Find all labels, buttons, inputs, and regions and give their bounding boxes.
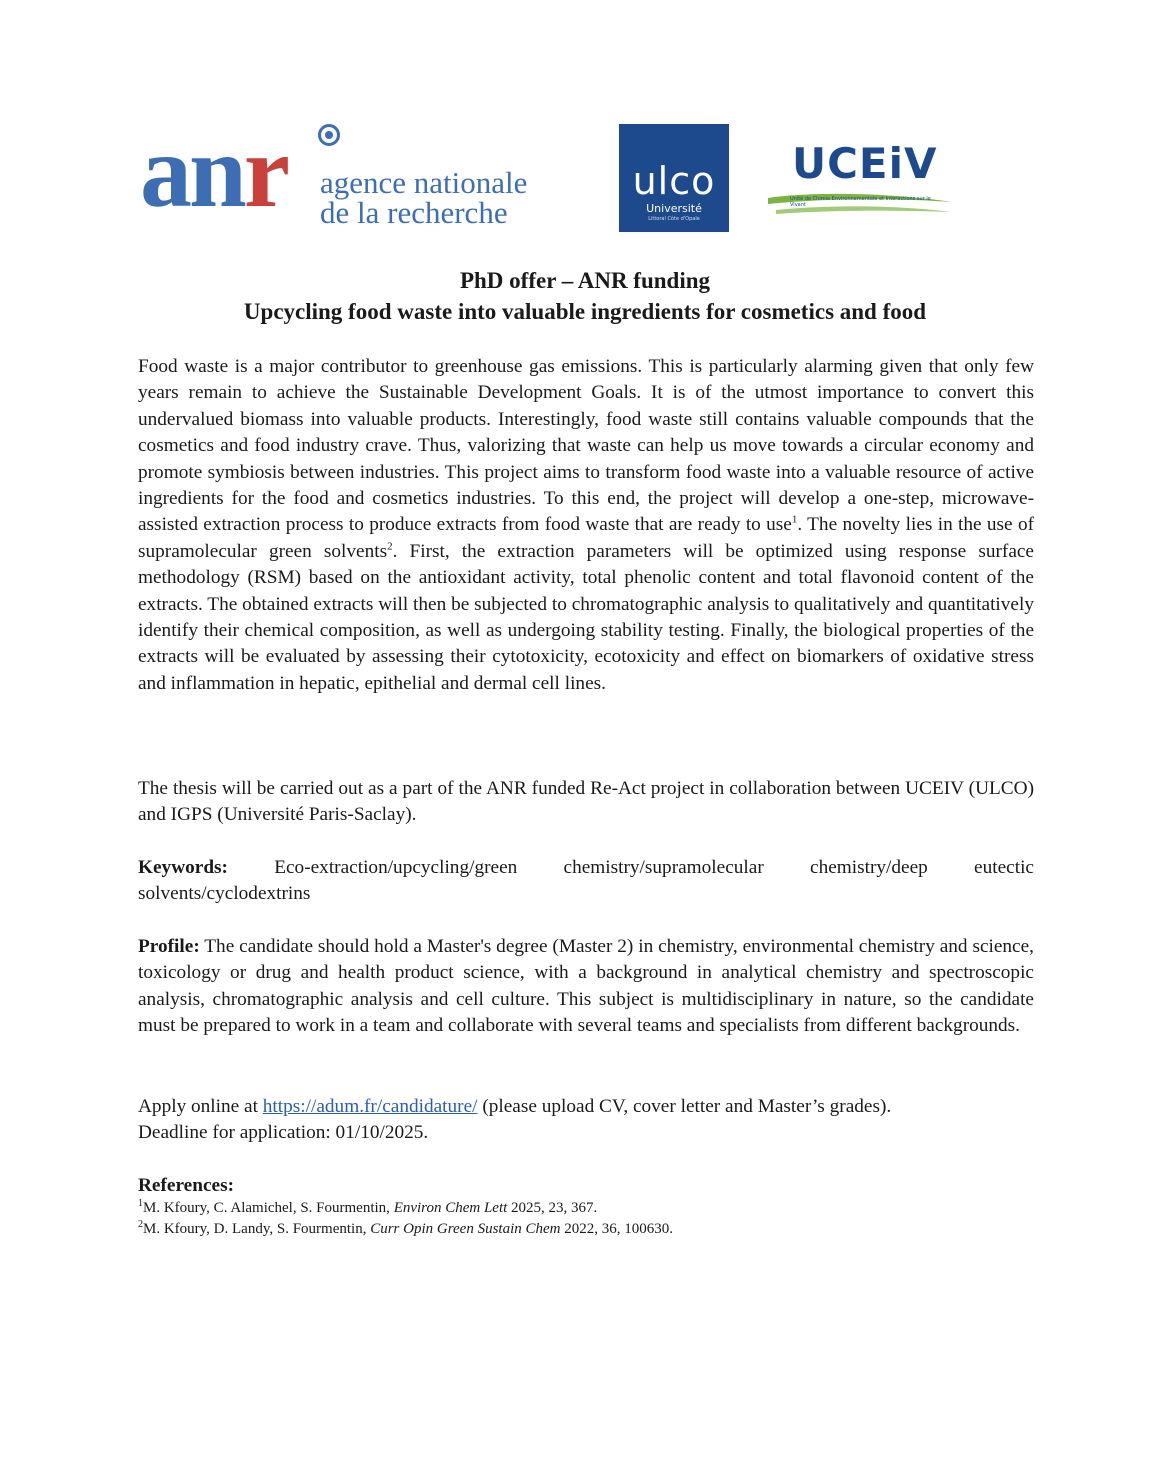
- reference-item: $^2$M. Kfoury, D. Landy, S. Fourmentin, Curr Opin Green Sustain Chem 2022, 36, 100630.: [138, 1219, 673, 1237]
- profile-text: The candidate should hold a Master's degree (Master 2) in chemistry, environmental chemistry and science, toxicology or drug and health product science, with a background in analytical chemistry and spectroscopic analysis, chromatographic analysis and cell culture. This subject is multidisciplinary in nature, so the candidate must be prepared to work in a team and collaborate with several teams and specialists from different backgrounds.: [138, 936, 1034, 1037]
- anr-wordmark: anr: [140, 114, 288, 229]
- anr-logo: [140, 114, 570, 230]
- keywords-paragraph: [138, 855, 1034, 908]
- footnote-ref-1: 1: [791, 514, 798, 527]
- uceiv-logo: [760, 140, 960, 230]
- application-link[interactable]: https://adum.fr/candidature/: [262, 1096, 478, 1117]
- footnote-ref-2: 2: [387, 540, 393, 553]
- thesis-paragraph: The thesis will be carried out as a part of the ANR funded Re-Act project in collaboration between UCEIV (ULCO) and IGPS (Université Paris-Saclay).: [138, 778, 1034, 826]
- uceiv-wordmark: UCEiV: [792, 139, 938, 188]
- keywords-label: Keywords:: [138, 857, 228, 878]
- deadline-text: Deadline for application: 01/10/2025.: [138, 1122, 429, 1144]
- ulco-logo: [619, 124, 729, 232]
- ulco-subtitle-small: Littoral Côte d'Opale: [648, 216, 700, 222]
- apply-paragraph: Apply online at https://adum.fr/candidature/ (please upload CV, cover letter and Master’s grades). Deadline for application: 01/10/2025.: [138, 1096, 892, 1144]
- page-subtitle: Upcycling food waste into valuable ingredients for cosmetics and food: [243, 299, 927, 324]
- profile-label: Profile:: [138, 936, 200, 957]
- ulco-subtitle: Université: [646, 202, 702, 215]
- references-section: [138, 1174, 1034, 1240]
- anr-target-icon: [318, 124, 340, 146]
- uceiv-subtitle: Unité de Chimie Environnementale et Interactions sur le Vivant: [790, 196, 931, 208]
- references-title: References:: [138, 1175, 234, 1196]
- page-title: PhD offer – ANR funding: [459, 268, 711, 293]
- intro-paragraph: Food waste is a major contributor to greenhouse gas emissions. This is particularly alarming given that only few years remain to achieve the Sustainable Development Goals. It is of the utmost importance to convert this undervalued biomass into valuable products. Interestingly, food waste still contains valuable compounds that the cosmetics and food industry crave. Thus, valorizing that waste can help us move towards a circular economy and promote symbiosis between industries. This project aims to transform food waste into a valuable resource of active ingredients for the food and cosmetics industries. To this end, the project will develop a one-step, microwave-assisted extraction process to produce extracts from food waste that are ready to use$^1$. The novelty lies in the use of supramolecular green solvents$^2$. First, the extraction parameters will be optimized using response surface methodology (RSM) based on the antioxidant activity, total phenolic content and total flavonoid content of the extracts. The obtained extracts will then be subjected to chromatographic analysis to qualitatively and quantitatively identify their chemical composition, as well as undergoing stability testing. Finally, the biological properties of the extracts will be evaluated by assessing their cytotoxicity, ecotoxicity and effect on biomarkers of oxidative stress and inflammation in hepatic, epithelial and dermal cell lines.: [138, 356, 1035, 694]
- reference-item: $^1$M. Kfoury, C. Alamichel, S. Fourmentin, Environ Chem Lett 2025, 23, 367.: [138, 1198, 598, 1216]
- ulco-wordmark: ulco: [632, 159, 716, 203]
- anr-logo-text: agence nationale de la recherche: [320, 165, 528, 230]
- profile-paragraph: [138, 934, 1034, 1040]
- keywords-text: Eco-extraction/upcycling/green chemistry/supramolecular chemistry/deep eutectic solvents/cyclodextrins: [138, 857, 1034, 905]
